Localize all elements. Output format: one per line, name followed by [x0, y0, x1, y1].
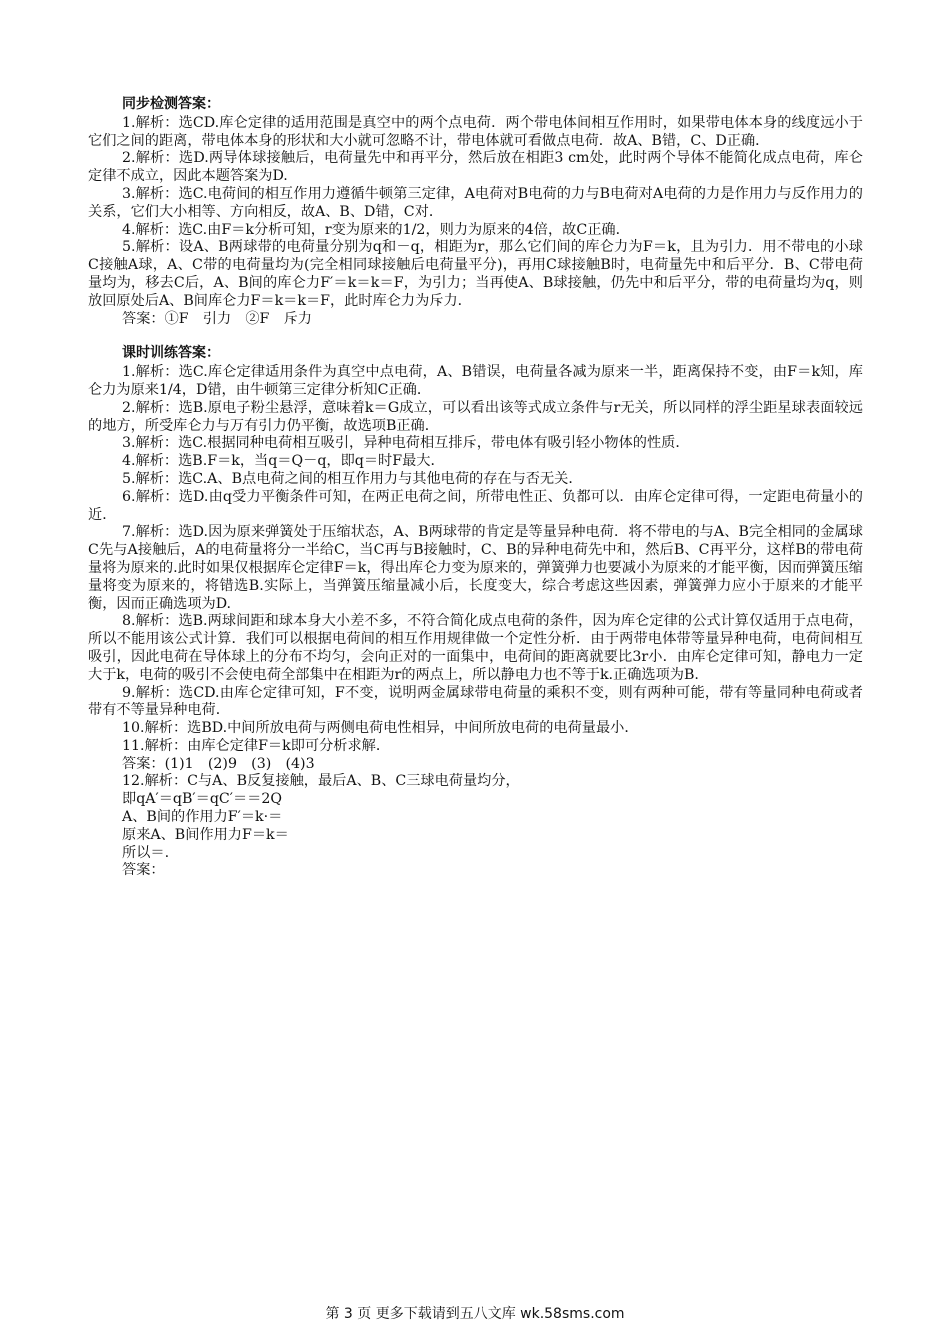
lesson-item-7: 7.解析：选D.因为原来弹簧处于压缩状态，A、B两球带的肯定是等量异种电荷．将不带电的与A、B完全相同的金属球C先与A接触后，A的电荷量将分一半给C，当C再与B接触时，C、B的异种电荷先中和，然后B、C再平分，这样B的带电荷量将为原来的.此时如果仅根据库仑定律F＝k，得出库仑力变为原来的，弹簧弹力也要减小为原来的才能平衡，因而弹簧压缩量将变为原来的，将错选B.实际上，当弹簧压缩量减小后，长度变大，综合考虑这些因素，弹簧弹力应小于原来的才能平衡，因而正确选项为D.: [88, 524, 863, 612]
lesson-heading: 课时训练答案：: [122, 345, 220, 362]
sync-item-5: 5.解析：设A、B两球带的电荷量分别为q和－q，相距为r，那么它们间的库仑力为F＝k，且为引力．用不带电的小球C接触A球，A、C带的电荷量均为(完全相同球接触后电荷量平分)，再用C球接触B时，电荷量先中和后平分．B、C带电荷量均为，移去C后，A、B间的库仑力F′＝k＝k＝F，为引力；当再使A、B球接触，仍先中和后平分，带的电荷量均为q，则放回原处后A、B间库仑力F＝k＝k＝F，此时库仑力为斥力．: [88, 239, 863, 309]
lesson-answer-12: 答案：: [122, 862, 165, 879]
sync-heading: 同步检测答案：: [122, 96, 220, 112]
lesson-item-6: 6.解析：选D.由q受力平衡条件可知，在两正电荷之间，所带电性正、负都可以．由库仑定律可得，一定距电荷量小的近．: [88, 488, 863, 523]
lesson-answer-11: 答案：(1)1 (2)9 (3) (4)3: [122, 755, 315, 772]
lesson-item-9: 9.解析：选CD.由库仑定律可知，F不变，说明两金属球带电荷量的乘积不变，则有两种可能，带有等量同种电荷或者带有不等量异种电荷．: [88, 684, 863, 719]
lesson-item-12: 12.解析：C与A、B反复接触，最后A、B、C三球电荷量均分，: [122, 773, 520, 790]
lesson-item-11: 11.解析：由库仑定律F＝k即可分析求解．: [122, 737, 391, 754]
lesson-item-8: 8.解析：选B.两球间距和球本身大小差不多，不符合简化成点电荷的条件，因为库仑定律的公式计算仅适用于点电荷，所以不能用该公式计算．我们可以根据电荷间的相互作用规律做一个定性分析．由于两带电体带等量异种电荷，电荷间相互吸引，因此电荷在导体球上的分布不均匀，会向正对的一面集中，电荷间的距离就要比3r小．由库仑定律可知，静电力一定大于k，电荷的吸引不会使电荷全部集中在相距为r的两点上，所以静电力也不等于k.正确选项为B.: [88, 613, 863, 683]
sync-item-1: 1.解析：选CD.库仑定律的适用范围是真空中的两个点电荷．两个带电体间相互作用时，如果带电体本身的线度远小于它们之间的距离，带电体本身的形状和大小就可忽略不计，带电体就可看做点电荷．故A、B错，C、D正确．: [88, 114, 863, 149]
lesson-item-1: 1.解析：选C.库仑定律适用条件为真空中点电荷，A、B错误，电荷量各减为原来一半，距离保持不变，由F＝k知，库仑力为原来1/4，D错，由牛顿第三定律分析知C正确．: [88, 364, 863, 398]
page-footer: 第 3 页 更多下载请到五八文库 wk.58sms.com: [325, 1306, 625, 1322]
sync-item-4: 4.解析：选C.由F＝k分析可知，r变为原来的1/2，则力为原来的4倍，故C正确．: [122, 221, 630, 238]
lesson-item-2: 2.解析：选B.原电子粉尘悬浮，意味着k＝G成立，可以看出该等式成立条件与r无关，所以同样的浮尘距星球表面较远的地方，所受库仑力与万有引力仍平衡，故选项B正确．: [88, 399, 863, 434]
lesson-item-10: 10.解析：选BD.中间所放电荷与两侧电荷电性相异，中间所放电荷的电荷量最小．: [122, 720, 639, 737]
lesson-step-force-old: 原来A、B间作用力F＝k＝: [122, 826, 289, 843]
sync-item-2: 2.解析：选D.两导体球接触后，电荷量先中和再平分，然后放在相距3 cm处，此时两个导体不能简化成点电荷，库仑定律不成立，因此本题答案为D.: [88, 150, 863, 185]
sync-answer: 答案：①F 引力 ②F 斥力: [122, 310, 312, 327]
lesson-step-ratio: 所以＝.: [122, 844, 170, 861]
lesson-item-5: 5.解析：选C.A、B点电荷之间的相互作用力与其他电荷的存在与否无关．: [122, 470, 583, 487]
lesson-item-4: 4.解析：选B.F＝k，当q＝Q－q，即q＝时F最大．: [122, 453, 445, 470]
sync-item-3: 3.解析：选C.电荷间的相互作用力遵循牛顿第三定律，A电荷对B电荷的力与B电荷对A电荷的力是作用力与反作用力的关系，它们大小相等、方向相反，故A、B、D错，C对．: [88, 185, 863, 220]
answer-content: [88, 96, 863, 880]
lesson-item-3: 3.解析：选C.根据同种电荷相互吸引，异种电荷相互排斥，带电体有吸引轻小物体的性质．: [122, 435, 690, 452]
lesson-step-charges: 即qA′＝qB′＝qC′＝＝2Q: [122, 791, 283, 808]
lesson-step-force-new: A、B间的作用力F′＝k·＝: [122, 809, 283, 826]
